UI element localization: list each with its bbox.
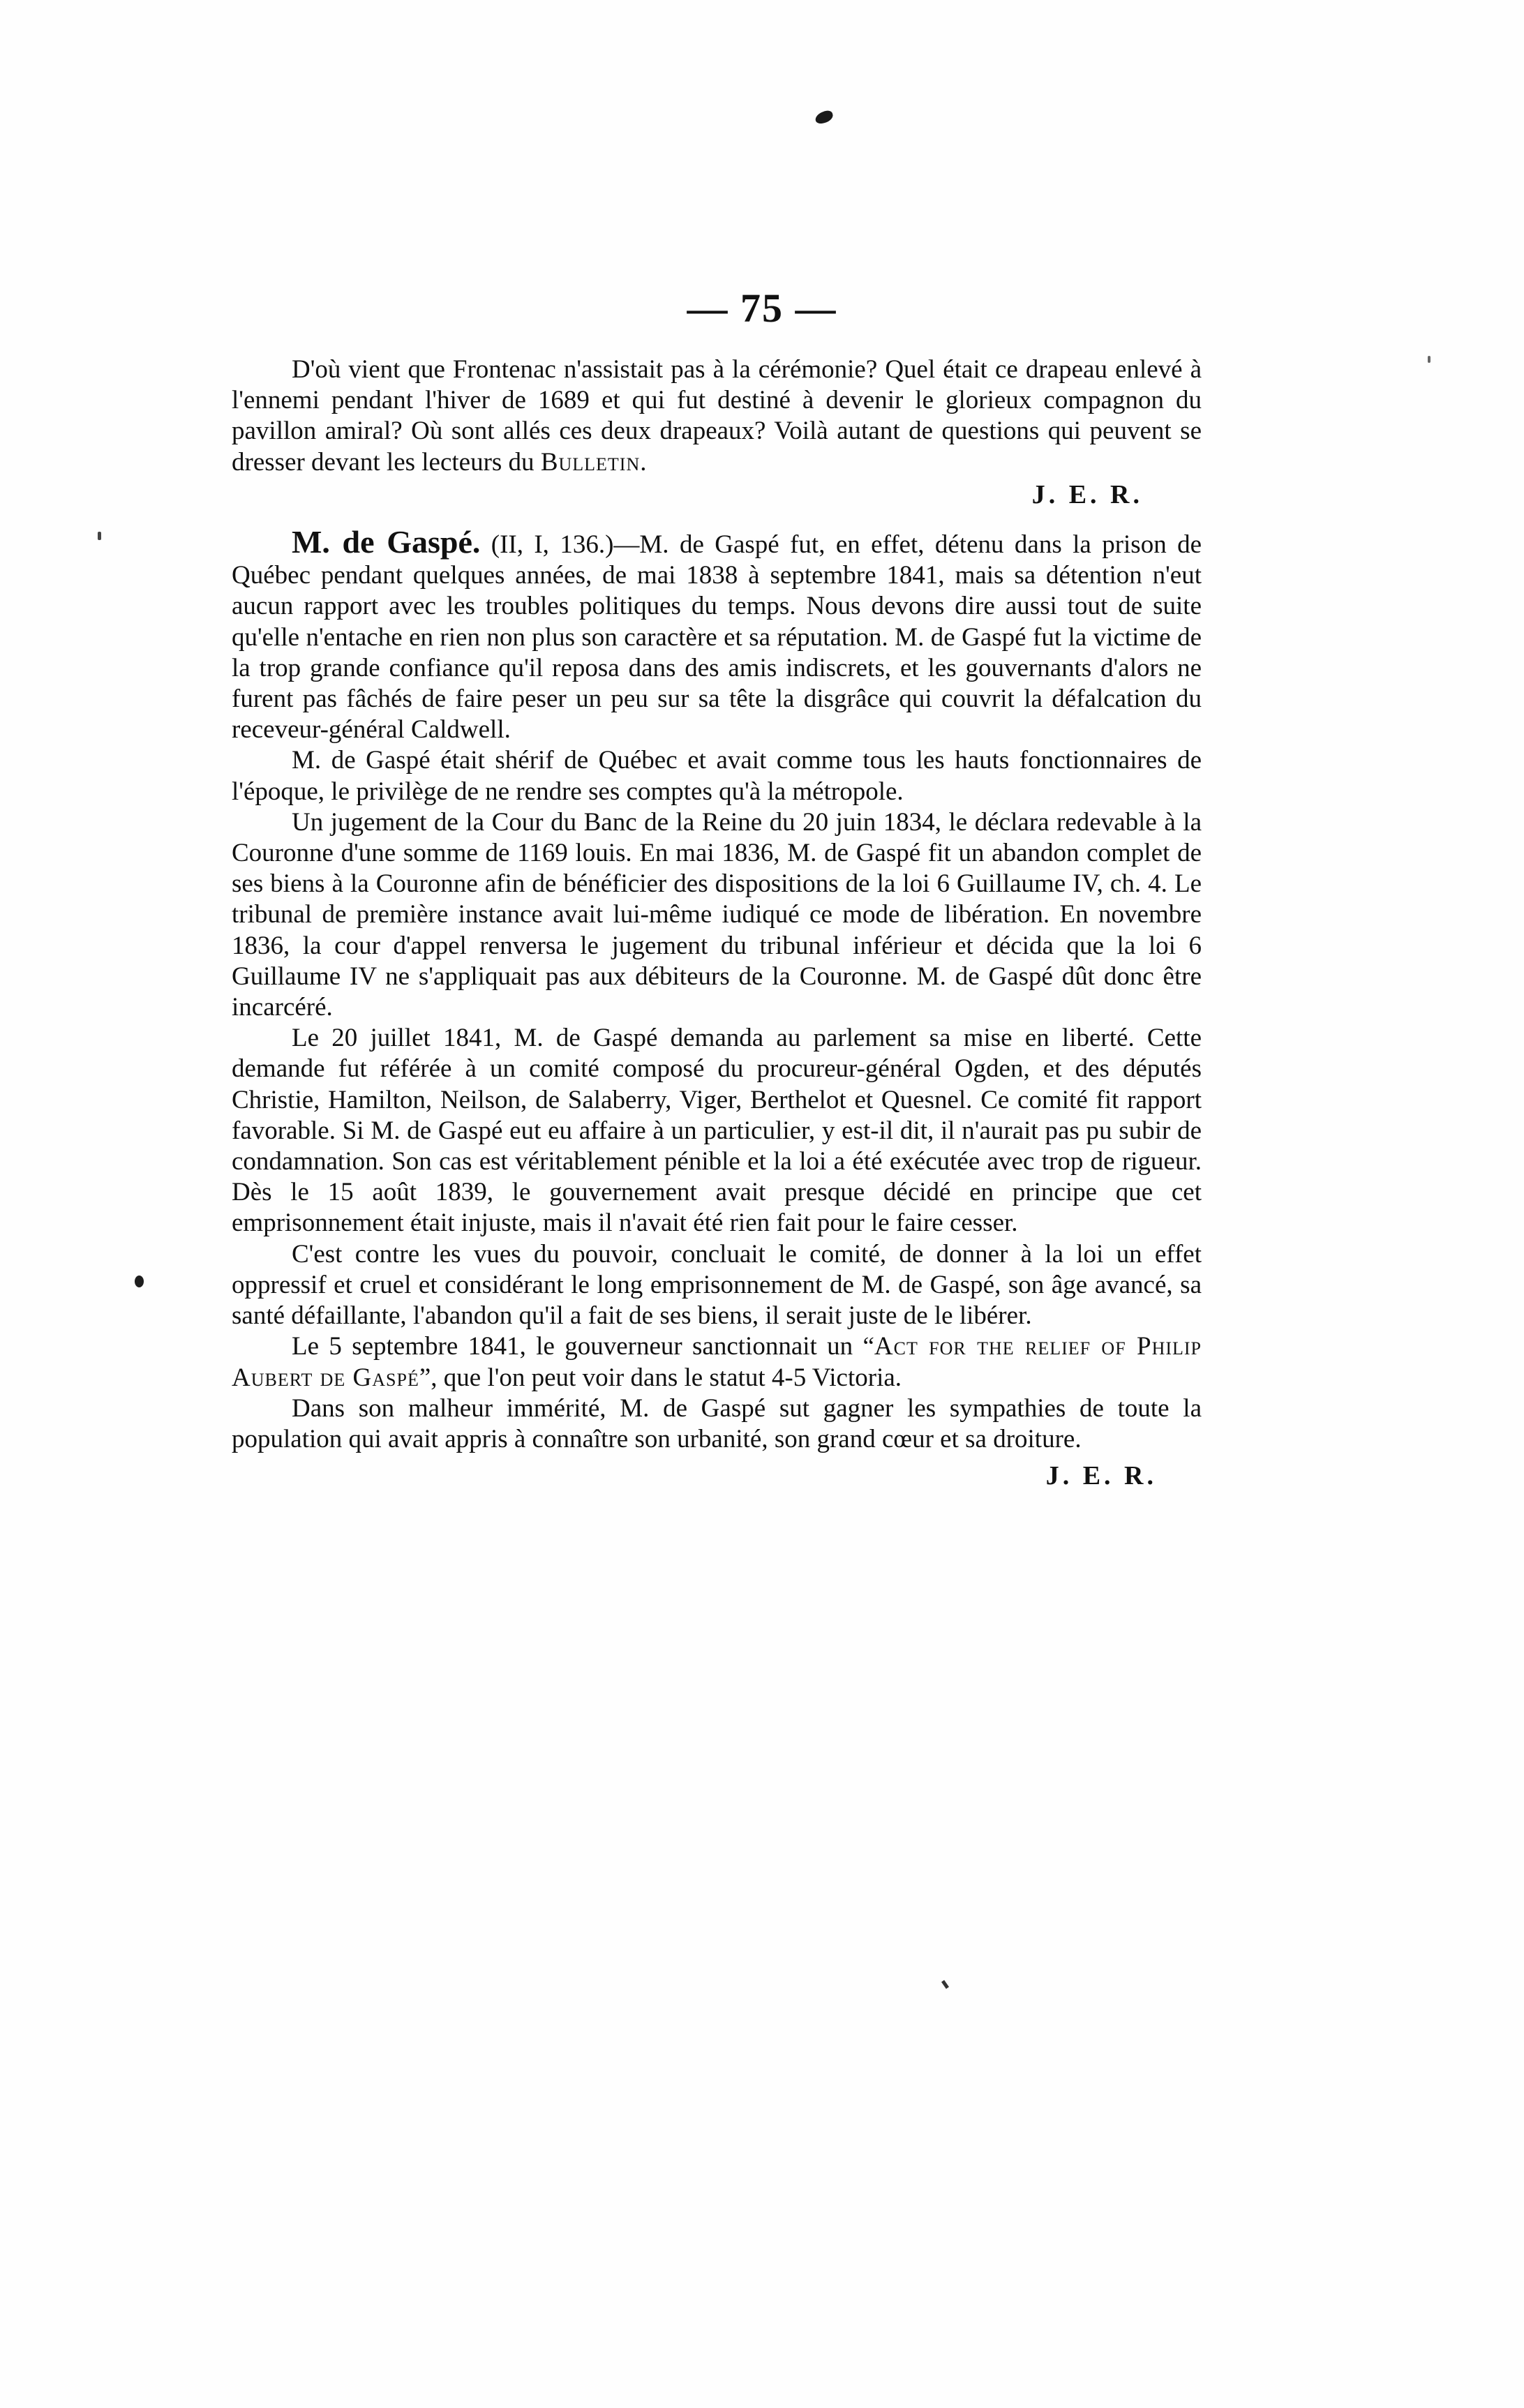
signature-intro: J. E. R. <box>1031 479 1143 509</box>
page-number: — 75 — <box>687 285 837 331</box>
entry-paragraph-3: Un jugement de la Cour du Banc de la Reine du 20 juin 1834, le déclara redevable à la Couronne d'une somme de 1169 louis. En mai 1836, M. de Gaspé fit un abandon complet de ses biens à la Couronne afin de bénéficier des dispositions de la loi 6 Guillaume IV, ch. 4. Le tribunal de première instance avait lui-même iudiqué ce mode de libération. En novembre 1836, la cour d'appel renversa le jugement du tribunal inférieur et décida que la loi 6 Guillaume IV ne s'appliquait pas aux débiteurs de la Couronne. M. de Gaspé dût donc être incarcéré. <box>232 807 1202 1022</box>
entry-text-1: M. de Gaspé fut, en effet, détenu dans la prison de Québec pendant quelques années, de mai 1838 à septembre 1841, mais sa détention n'eut aucun rapport avec les troubles politiques du temps. Nous devons dire aussi tout de suite qu'elle n'entache en rien non plus son caractère et sa réputation. M. de Gaspé fut la victime de la trop grande confiance qu'il reposa dans des amis indiscrets, et les gouvernants d'alors ne furent pas fâchés de faire peser un peu sur sa tête la disgrâce qui couvrit la défalcation du receveur-général Caldwell. <box>232 530 1202 745</box>
ink-speck-left-margin <box>135 1276 144 1287</box>
ink-speck-bottom <box>941 1980 949 1989</box>
entry-paragraph-6 <box>232 1331 1202 1393</box>
entry-reference: (II, I, 136.)— <box>480 530 640 560</box>
entry-paragraph-1 <box>232 524 1202 745</box>
entry-paragraph-7: Dans son malheur immérité, M. de Gaspé sut gagner les sympathies de toute la population qui avait appris à connaître son urbanité, son grand cœur et sa droiture. <box>232 1393 1202 1453</box>
entry-paragraph-5: C'est contre les vues du pouvoir, concluait le comité, de donner à la loi un effet oppressif et cruel et considérant le long emprisonnement de M. de Gaspé, son âge avancé, sa santé défaillante, l'abandon qu'il a fait de ses biens, il serait juste de le libérer. <box>232 1239 1202 1331</box>
intro-text: D'où vient que Frontenac n'assistait pas à la cérémonie? Quel était ce drapeau enlevé à l'ennemi pendant l'hiver de 1689 et qui fut destiné à devenir le glorieux compagnon du pavillon amiral? Où sont allés ces deux drapeaux? Voilà autant de questions qui peuvent se dresser devant les lecteurs du <box>232 355 1202 477</box>
signature-entry: J. E. R. <box>1045 1461 1157 1491</box>
intro-paragraph <box>232 354 1202 478</box>
entry-text-6a: Le 5 septembre 1841, le gouverneur sanctionnait un “ <box>292 1332 874 1361</box>
act-title: Act for the relief of Philip Aubert de Gaspé <box>232 1332 1202 1392</box>
intro-text-end: . <box>640 447 647 477</box>
entry-paragraph-2: M. de Gaspé était shérif de Québec et avait comme tous les hauts fonctionnaires de l'époque, le privilège de ne rendre ses comptes qu'à la métropole. <box>232 746 1202 806</box>
entry-paragraph-4: Le 20 juillet 1841, M. de Gaspé demanda au parlement sa mise en liberté. Cette demande fut référée à un comité composé du procureur-général Ogden, et des députés Christie, Hamilton, Neilson, de Salaberry, Viger, Berthelot et Quesnel. Ce comité fit rapport favorable. Si M. de Gaspé eut eu affaire à un particulier, y est-il dit, il n'aurait pas pu subir de condamnation. Son cas est véritablement pénible et la loi a été exécutée avec trop de rigueur. Dès le 15 août 1839, le gouvernement avait presque décidé en principe que cet emprisonnement était injuste, mais il n'avait été rien fait pour le faire cesser. <box>232 1024 1202 1238</box>
ink-speck-top <box>814 109 835 125</box>
bulletin-title: Bulletin <box>540 447 641 477</box>
ink-speck-left <box>98 532 101 540</box>
text-block <box>232 354 1202 1491</box>
entry-heading: M. de Gaspé. <box>292 524 481 560</box>
ink-speck-right <box>1428 356 1430 363</box>
entry-text-6b: ”, que l'on peut voir dans le statut 4-5 Victoria. <box>419 1363 902 1392</box>
